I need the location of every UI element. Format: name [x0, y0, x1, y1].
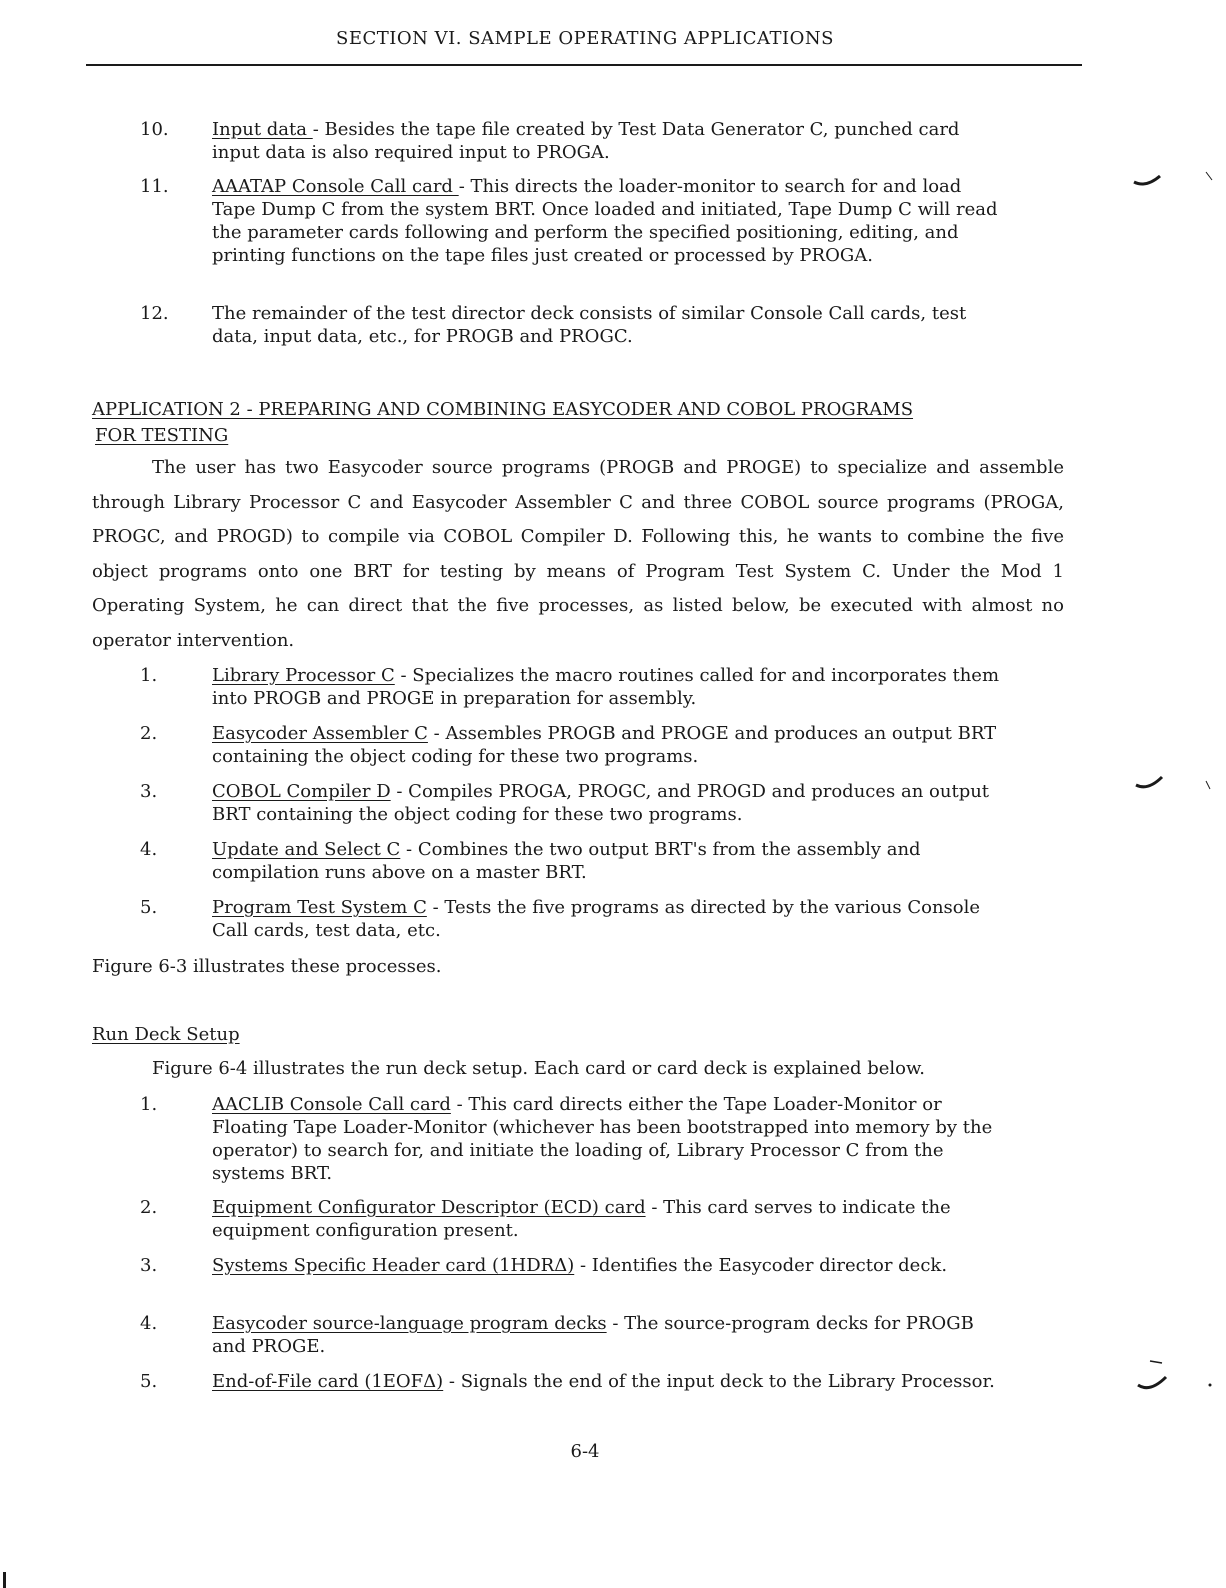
application-2-heading	[92, 397, 1092, 449]
item-number: 3.	[140, 1255, 158, 1276]
item-number: 4.	[140, 839, 158, 860]
item-title: AACLIB Console Call card	[212, 1094, 451, 1115]
app2-item-2	[140, 722, 1010, 768]
run-deck-item-5	[140, 1370, 1010, 1393]
figure-note: Figure 6-3 illustrates these processes.	[92, 956, 442, 977]
page-number: 6-4	[570, 1441, 600, 1462]
item-number: 11.	[140, 176, 169, 197]
item-text: - This card directs either the Tape Loader-Monitor or Floating Tape Loader-Monitor (whichever has been bootstrapped into memory by the operator) to search for, and initiate the loading of, Library Processor C from the systems BRT.	[212, 1094, 993, 1184]
run-deck-item-1	[140, 1093, 1010, 1185]
app2-item-3	[140, 780, 1010, 826]
item-number: 10.	[140, 119, 169, 140]
margin-check-mark	[1130, 1355, 1220, 1405]
item-title: AAATAP Console Call card	[212, 176, 459, 197]
run-deck-intro: Figure 6-4 illustrates the run deck setup. Each card or card deck is explained below.	[152, 1058, 926, 1079]
run-deck-item-3	[140, 1254, 1010, 1277]
margin-check-mark	[1130, 168, 1220, 208]
item-text: - Combines the two output BRT's from the assembly and compilation runs above on a master BRT.	[212, 839, 921, 883]
item-title: Library Processor C	[212, 665, 395, 686]
item-text: - This card serves to indicate the equipment configuration present.	[212, 1197, 951, 1241]
item-title: Easycoder Assembler C	[212, 723, 428, 744]
item-text: - Besides the tape file created by Test Data Generator C, punched card input data is also required input to PROGA.	[212, 119, 960, 163]
item-number: 12.	[140, 303, 169, 324]
run-deck-heading: Run Deck Setup	[92, 1024, 240, 1045]
scan-edge-mark	[0, 1572, 10, 1588]
item-number: 5.	[140, 897, 158, 918]
item-title: Easycoder source-language program decks	[212, 1313, 607, 1334]
item-text: The remainder of the test director deck consists of similar Console Call cards, test data, input data, etc., for PROGB and PROGC.	[212, 303, 967, 347]
item-text: - Specializes the macro routines called for and incorporates them into PROGB and PROGE in preparation for assembly.	[212, 665, 1000, 709]
item-number: 2.	[140, 1197, 158, 1218]
item-text: - This directs the loader-monitor to search for and load Tape Dump C from the system BRT. Once loaded and initiated, Tape Dump C will read the parameter cards following and perform the specified positioning, editing, and printing functions on the tape files just created or processed by PROGA.	[212, 176, 998, 266]
run-deck-item-4	[140, 1312, 1010, 1358]
item-text: - Identifies the Easycoder director deck.	[574, 1255, 948, 1276]
app2-item-5	[140, 896, 1010, 942]
item-title: Input data	[212, 119, 313, 140]
list-item-12	[140, 302, 1010, 348]
application-2-paragraph: The user has two Easycoder source programs (PROGB and PROGE) to specialize and assemble through Library Processor C and Easycoder Assembler C and three COBOL source programs (PROGA, PROGC, and PROGD) to compile via COBOL Compiler D. Following this, he wants to combine the five object programs onto one BRT for testing by means of Program Test System C. Under the Mod 1 Operating System, he can direct that the five processes, as listed below, be executed with almost no operator intervention.	[92, 457, 1064, 651]
section-header: SECTION VI. SAMPLE OPERATING APPLICATIONS	[336, 28, 834, 49]
item-title: Systems Specific Header card (1HDRΔ)	[212, 1255, 575, 1276]
list-item-11	[140, 175, 1010, 267]
margin-check-mark	[1130, 765, 1220, 805]
heading-line-2: FOR TESTING	[95, 425, 229, 446]
item-text: - Tests the five programs as directed by the various Console Call cards, test data, etc.	[212, 897, 981, 941]
item-number: 5.	[140, 1371, 158, 1392]
item-number: 1.	[140, 665, 158, 686]
item-title: Update and Select C	[212, 839, 401, 860]
item-title: Program Test System C	[212, 897, 427, 918]
list-item-10	[140, 118, 1010, 164]
item-number: 3.	[140, 781, 158, 802]
item-text: - Assembles PROGB and PROGE and produces an output BRT containing the object coding for these two programs.	[212, 723, 997, 767]
app2-item-4	[140, 838, 1010, 884]
item-number: 1.	[140, 1094, 158, 1115]
heading-line-1: APPLICATION 2 - PREPARING AND COMBINING EASYCODER AND COBOL PROGRAMS	[92, 399, 914, 420]
item-title: COBOL Compiler D	[212, 781, 391, 802]
header-rule	[86, 64, 1082, 66]
item-text: - Compiles PROGA, PROGC, and PROGD and produces an output BRT containing the object coding for these two programs.	[212, 781, 990, 825]
item-title: Equipment Configurator Descriptor (ECD) card	[212, 1197, 646, 1218]
item-number: 4.	[140, 1313, 158, 1334]
item-text: - The source-program decks for PROGB and PROGE.	[212, 1313, 974, 1357]
app2-item-1	[140, 664, 1010, 710]
run-deck-item-2	[140, 1196, 1010, 1242]
item-number: 2.	[140, 723, 158, 744]
item-text: - Signals the end of the input deck to the Library Processor.	[443, 1371, 995, 1392]
item-title: End-of-File card (1EOFΔ)	[212, 1371, 444, 1392]
